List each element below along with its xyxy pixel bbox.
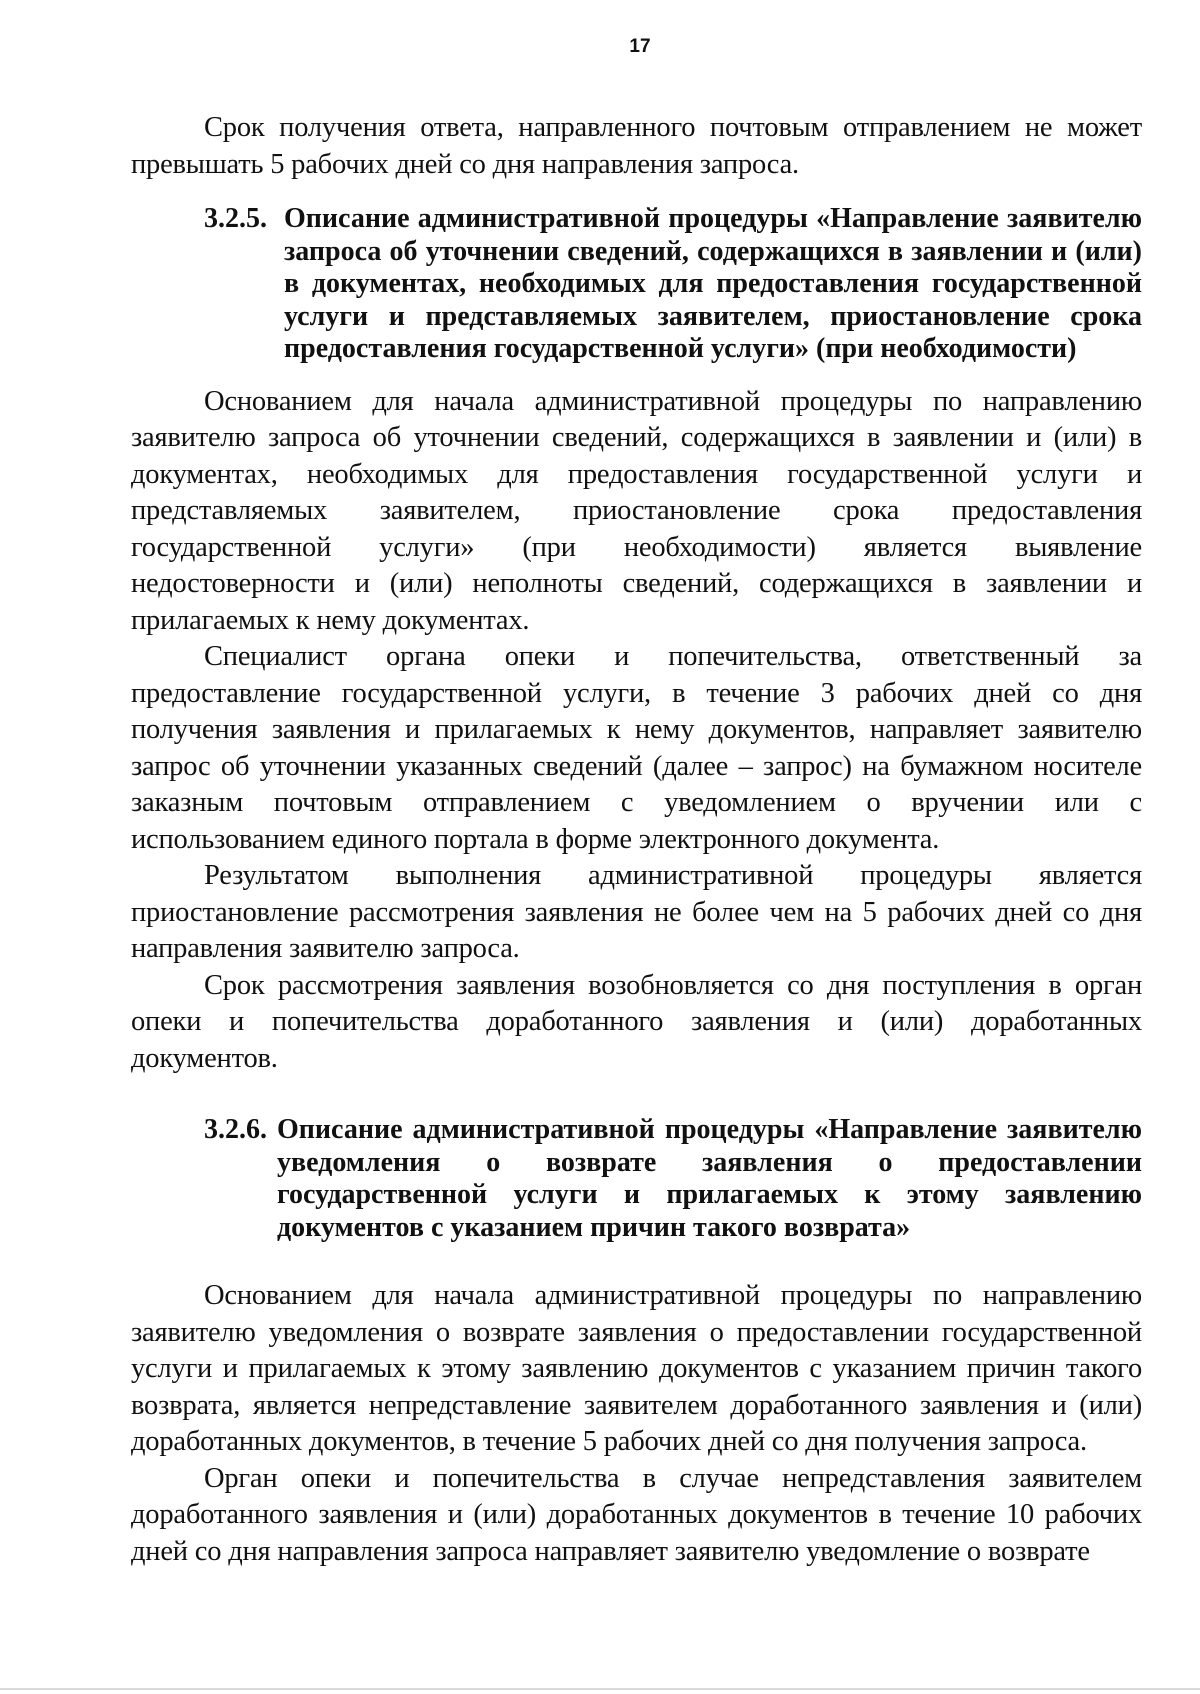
- section-number: 3.2.6.: [204, 1114, 267, 1145]
- paragraph: Орган опеки и попечительства в случае непредставления заявителем доработанного заявления и (или) доработанных документов в течение 10 рабочих дней со дня направления запроса направляет заявителю уведомление о возврате: [131, 1462, 1142, 1567]
- section-heading-3-2-6: [204, 1114, 1142, 1244]
- paragraph-response-term: Срок получения ответа, направленного почтовым отправлением не может превышать 5 рабочих дней со дня направления запроса.: [131, 112, 1142, 180]
- section-title: Описание административной процедуры «Направление заявителю запроса об уточнении сведений, содержащихся в заявлении и (или) в документах, необходимых для предоставления государственной услуги и представляемых заявителем, приостановление срока предоставления государственной услуги» (при необходимости): [284, 203, 1142, 364]
- page-number: 17: [629, 36, 651, 57]
- section-heading-3-2-5: [204, 203, 1142, 366]
- paragraph: Основанием для начала административной процедуры по направлению заявителю уведомления о возврате заявления о предоставлении государственной услуги и прилагаемых к этому заявлению документов с указанием причин такого возврата, является непредставление заявителем доработанного заявления и (или) доработанных документов, в течение 5 рабочих дней со дня получения запроса.: [131, 1280, 1142, 1457]
- section-number: 3.2.5.: [204, 203, 267, 234]
- paragraph: Результатом выполнения административной процедуры является приостановление рассмотрения заявления не более чем на 5 рабочих дней со дня направления заявителю запроса.: [131, 860, 1142, 964]
- section-title: Описание административной процедуры «Направление заявителю уведомления о возврате заявления о предоставлении государственной услуги и прилагаемых к этому заявлению документов с указанием причин такого возврата»: [277, 1114, 1142, 1243]
- paragraph: Специалист органа опеки и попечительства, ответственный за предоставление государственной услуги, в течение 3 рабочих дней со дня получения заявления и прилагаемых к нему документов, направляет заявителю запрос об уточнении указанных сведений (далее – запрос) на бумажном носителе заказным почтовым отправлением с уведомлением о вручении или с использованием единого портала в форме электронного документа.: [131, 641, 1142, 855]
- paragraph: Основанием для начала административной процедуры по направлению заявителю запроса об уточнении сведений, содержащихся в заявлении и (или) в документах, необходимых для предоставления государственной услуги и представляемых заявителем, приостановление срока предоставления государственной услуги» (при необходимости) является выявление недостоверности и (или) неполноты сведений, содержащихся в заявлении и прилагаемых к нему документах.: [131, 385, 1142, 636]
- document-body: [131, 110, 1142, 1570]
- paragraph: Срок рассмотрения заявления возобновляется со дня поступления в орган опеки и попечительства доработанного заявления и (или) доработанных документов.: [131, 969, 1142, 1074]
- page-bottom-edge: [0, 1688, 1200, 1690]
